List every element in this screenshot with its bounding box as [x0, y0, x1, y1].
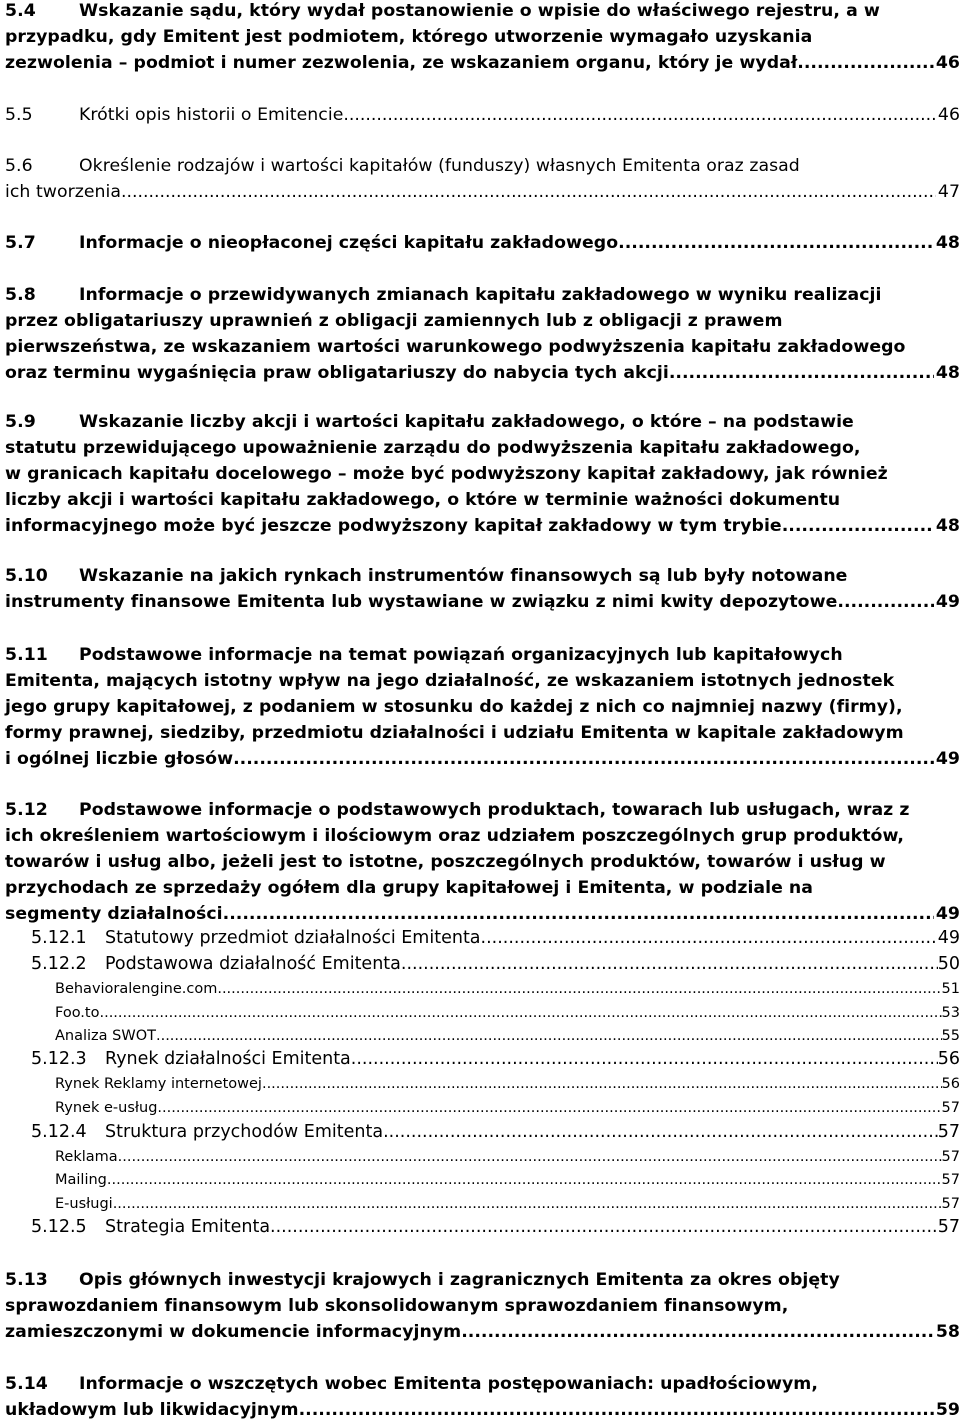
- toc-entry[interactable]: [55, 1169, 960, 1192]
- toc-entry-line: [5, 590, 960, 616]
- toc-entry[interactable]: [5, 643, 960, 773]
- toc-entry-title: oraz terminu wygaśnięcia praw obligatariuszy do nabycia tych akcji: [5, 362, 669, 383]
- dot-leader: [782, 514, 934, 540]
- toc-entry-title: Opis głównych inwestycji krajowych i zagranicznych Emitenta za okres objęty: [79, 1270, 840, 1290]
- toc-entry-line: [55, 978, 960, 1001]
- toc-page-number: 53: [941, 1005, 960, 1021]
- toc-page-number: 46: [937, 105, 960, 125]
- toc-entry-line: [5, 51, 960, 77]
- toc-entry-line: [5, 1294, 960, 1320]
- toc-entry-line: [5, 695, 960, 721]
- toc-page-number: 55: [941, 1028, 960, 1044]
- toc-entry-title: Statutowy przedmiot działalności Emitenta: [105, 928, 481, 948]
- toc-entry-line: [5, 747, 960, 773]
- toc-entry-title: Mailing: [55, 1172, 107, 1188]
- toc-entry-number: 5.11: [5, 645, 48, 665]
- dot-leader: [121, 180, 936, 206]
- toc-entry-line: [5, 643, 960, 669]
- toc-entry-line: [55, 1169, 960, 1192]
- toc-entry-number: 5.4: [5, 1, 36, 21]
- toc-entry-line: [5, 25, 960, 51]
- toc-entry-title: Foo.to: [55, 1005, 100, 1021]
- toc-page-number: 49: [935, 591, 960, 612]
- toc-entry-number: 5.13: [5, 1270, 48, 1290]
- dot-leader: [461, 1320, 934, 1346]
- toc-entry[interactable]: [5, 0, 960, 77]
- toc-entry-line: [5, 0, 960, 25]
- toc-entry-line: [55, 1025, 960, 1048]
- toc-entry-line: [5, 1398, 960, 1424]
- toc-entry-title: sprawozdaniem finansowym lub skonsolidowanym sprawozdaniem finansowym,: [5, 1295, 789, 1316]
- toc-entry-title: ich tworzenia: [5, 181, 122, 202]
- toc-entry-line: [31, 953, 960, 976]
- toc-entry-line: [55, 1002, 960, 1025]
- toc-page-number: 49: [935, 748, 960, 769]
- toc-entry-line: [5, 309, 960, 335]
- toc-entry-line: [5, 1320, 960, 1346]
- toc-entry-title: Struktura przychodów Emitenta: [105, 1122, 384, 1142]
- toc-entry-title: układowym lub likwidacyjnym: [5, 1399, 299, 1420]
- toc-entry[interactable]: [31, 953, 960, 976]
- dot-leader: [262, 1073, 942, 1096]
- toc-page-number: 58: [935, 1321, 960, 1342]
- toc-page-number: 47: [937, 181, 960, 202]
- toc-entry-title: pierwszeństwa, ze wskazaniem wartości warunkowego podwyższenia kapitału zakładowego: [5, 336, 906, 357]
- toc-page-number: 46: [935, 52, 960, 73]
- toc-page-number: 57: [941, 1100, 960, 1116]
- toc-entry[interactable]: [5, 410, 960, 540]
- toc-entry-number: 5.6: [5, 156, 33, 176]
- toc-entry-number: 5.12.5: [31, 1217, 87, 1237]
- toc-page-number: 57: [941, 1149, 960, 1165]
- toc-entry[interactable]: [31, 927, 960, 950]
- toc-entry-title: Informacje o wszczętych wobec Emitenta postępowaniach: upadłościowym,: [79, 1374, 818, 1394]
- toc-entry-line: [31, 927, 960, 950]
- toc-entry-line: [5, 283, 960, 309]
- toc-entry[interactable]: [55, 1193, 960, 1216]
- dot-leader: [797, 51, 934, 77]
- toc-entry-title: Informacje o przewidywanych zmianach kapitału zakładowego w wyniku realizacji: [79, 285, 882, 305]
- toc-entry-title: jego grupy kapitałowej, z podaniem w stosunku do każdej z nich co najmniej nazwy (firmy),: [5, 696, 903, 717]
- dot-leader: [383, 1121, 938, 1144]
- toc-entry-title: Rynek e-usług: [55, 1100, 158, 1116]
- toc-entry-title: formy prawnej, siedziby, przedmiotu działalności i udziału Emitenta w kapitale zakładowym: [5, 722, 904, 743]
- toc-entry-title: zamieszczonymi w dokumencie informacyjnym: [5, 1321, 462, 1342]
- dot-leader: [270, 1216, 938, 1239]
- toc-entry-title: przez obligatariuszy uprawnień z obligacji zamiennych lub z obligacji z prawem: [5, 310, 783, 331]
- toc-page-number: 57: [941, 1172, 960, 1188]
- toc-entry-title: Behavioralengine.com: [55, 981, 218, 997]
- toc-entry[interactable]: [55, 1025, 960, 1048]
- toc-entry-line: [5, 335, 960, 361]
- toc-entry[interactable]: [55, 1002, 960, 1025]
- toc-entry-line: [5, 488, 960, 514]
- toc-entry-title: Podstawowe informacje o podstawowych produktach, towarach lub usługach, wraz z: [79, 800, 910, 820]
- dot-leader: [118, 1146, 942, 1169]
- toc-entry-title: Wskazanie liczby akcji i wartości kapitału zakładowego, o które – na podstawie: [79, 412, 854, 432]
- toc-entry-line: [55, 1073, 960, 1096]
- toc-entry-number: 5.7: [5, 233, 36, 253]
- toc-entry-title: E-usługi: [55, 1196, 113, 1212]
- toc-entry-line: [5, 564, 960, 590]
- toc-entry-title: towarów i usług albo, jeżeli jest to istotne, poszczególnych produktów, towarów i usług w: [5, 851, 886, 872]
- toc-entry-title: statutu przewidującego upoważnienie zarządu do podwyższenia kapitału zakładowego,: [5, 437, 861, 458]
- dot-leader: [156, 1025, 942, 1048]
- toc-page-number: 48: [935, 233, 960, 253]
- toc-entry-title: przypadku, gdy Emitent jest podmiotem, którego utworzenie wymagało uzyskania: [5, 26, 813, 47]
- toc-entry-number: 5.9: [5, 412, 36, 432]
- toc-entry-line: [5, 876, 960, 902]
- toc-entry-title: ich określeniem wartościowym i ilościowym oraz udziałem poszczególnych grup produktów,: [5, 825, 904, 846]
- toc-entry-line: [31, 1121, 960, 1144]
- toc-entry-title: zezwolenia – podmiot i numer zezwolenia, ze wskazaniem organu, który je wydał: [5, 52, 798, 73]
- toc-entry[interactable]: [5, 231, 960, 257]
- toc-entry-title: Podstawowe informacje na temat powiązań organizacyjnych lub kapitałowych: [79, 645, 843, 665]
- toc-entry[interactable]: [5, 1372, 960, 1424]
- toc-entry-title: Rynek działalności Emitenta: [105, 1049, 351, 1069]
- toc-entry-title: Podstawowa działalność Emitenta: [105, 954, 401, 974]
- toc-entry-line: [5, 514, 960, 540]
- toc-entry-title: Krótki opis historii o Emitencie: [79, 105, 344, 125]
- toc-entry-line: [5, 180, 960, 206]
- dot-leader: [113, 1193, 942, 1216]
- toc-page-number: 49: [937, 928, 960, 948]
- dot-leader: [223, 902, 934, 928]
- toc-entry-line: [5, 824, 960, 850]
- toc-entry-number: 5.12: [5, 800, 48, 820]
- dot-leader: [837, 590, 933, 616]
- dot-leader: [343, 103, 936, 129]
- toc-entry-line: [5, 410, 960, 436]
- toc-entry-line: [31, 1048, 960, 1071]
- dot-leader: [217, 978, 941, 1001]
- toc-entry-title: Strategia Emitenta: [105, 1217, 271, 1237]
- toc-entry-title: i ogólnej liczbie głosów: [5, 748, 234, 769]
- toc-entry[interactable]: [55, 978, 960, 1001]
- dot-leader: [99, 1002, 941, 1025]
- toc-entry-line: [5, 902, 960, 928]
- toc-entry[interactable]: [5, 103, 960, 129]
- dot-leader: [401, 953, 938, 976]
- toc-page-number: 59: [935, 1399, 960, 1420]
- toc-entry-number: 5.14: [5, 1374, 48, 1394]
- toc-page-number: 57: [937, 1122, 960, 1142]
- toc-entry-line: [5, 1372, 960, 1398]
- toc-entry[interactable]: [31, 1216, 960, 1239]
- toc-entry-line: [5, 436, 960, 462]
- toc-entry-title: informacyjnego może być jeszcze podwyższony kapitał zakładowy w tym trybie: [5, 515, 782, 536]
- toc-entry-line: [5, 850, 960, 876]
- toc-entry-title: Informacje o nieopłaconej części kapitału zakładowego: [79, 233, 619, 253]
- toc-entry-number: 5.12.4: [31, 1122, 87, 1142]
- toc-page-number: 51: [941, 981, 960, 997]
- toc-entry-line: [5, 798, 960, 824]
- toc-entry-line: [55, 1193, 960, 1216]
- toc-entry-line: [55, 1146, 960, 1169]
- toc-page-number: 57: [941, 1196, 960, 1212]
- toc-entry-line: [5, 721, 960, 747]
- toc-entry[interactable]: [5, 154, 960, 206]
- toc-entry[interactable]: [55, 1146, 960, 1169]
- dot-leader: [107, 1169, 942, 1192]
- toc-entry-title: Wskazanie na jakich rynkach instrumentów finansowych są lub były notowane: [79, 566, 848, 586]
- toc-entry-line: [55, 1097, 960, 1120]
- toc-page-number: 56: [941, 1076, 960, 1092]
- dot-leader: [669, 361, 934, 387]
- toc-entry[interactable]: [5, 564, 960, 616]
- toc-entry[interactable]: [31, 1121, 960, 1144]
- toc-entry-title: Emitenta, mających istotny wpływ na jego działalność, ze wskazaniem istotnych jednostek: [5, 670, 895, 691]
- toc-entry[interactable]: [5, 798, 960, 928]
- toc-entry-title: Rynek Reklamy internetowej: [55, 1076, 262, 1092]
- toc-entry-number: 5.5: [5, 105, 33, 125]
- toc-entry[interactable]: [55, 1073, 960, 1096]
- toc-entry-title: Określenie rodzajów i wartości kapitałów (funduszy) własnych Emitenta oraz zasad: [79, 156, 800, 176]
- toc-entry[interactable]: [5, 1268, 960, 1346]
- toc-entry-title: Analiza SWOT: [55, 1028, 156, 1044]
- toc-entry-line: [5, 1268, 960, 1294]
- dot-leader: [299, 1398, 934, 1424]
- dot-leader: [351, 1048, 938, 1071]
- toc-page-number: 57: [937, 1217, 960, 1237]
- toc-entry-title: w granicach kapitału docelowego – może być podwyższony kapitał zakładowy, jak również: [5, 463, 888, 484]
- toc-page-number: 48: [935, 362, 960, 383]
- toc-entry[interactable]: [31, 1048, 960, 1071]
- toc-entry-line: [5, 669, 960, 695]
- toc-entry-line: [5, 154, 960, 180]
- dot-leader: [618, 231, 934, 257]
- dot-leader: [233, 747, 934, 773]
- toc-entry-number: 5.12.2: [31, 954, 87, 974]
- toc-entry-title: segmenty działalności: [5, 903, 223, 924]
- toc-entry-title: Wskazanie sądu, który wydał postanowienie o wpisie do właściwego rejestru, a w: [79, 1, 880, 21]
- toc-entry-title: liczby akcji i wartości kapitału zakładowego, o które w terminie ważności dokumentu: [5, 489, 841, 510]
- toc-entry-line: [5, 103, 960, 129]
- toc-page-number: 56: [937, 1049, 960, 1069]
- toc-entry-number: 5.12.3: [31, 1049, 87, 1069]
- toc-page-number: 49: [935, 903, 960, 924]
- toc-entry-line: [5, 231, 960, 257]
- toc-entry-line: [31, 1216, 960, 1239]
- dot-leader: [157, 1097, 941, 1120]
- toc-entry-title: instrumenty finansowe Emitenta lub wystawiane w związku z nimi kwity depozytowe: [5, 591, 838, 612]
- toc-entry[interactable]: [5, 283, 960, 387]
- toc-entry-title: Reklama: [55, 1149, 118, 1165]
- toc-entry-number: 5.12.1: [31, 928, 87, 948]
- dot-leader: [481, 927, 938, 950]
- toc-page-number: 50: [937, 954, 960, 974]
- toc-entry-number: 5.8: [5, 285, 36, 305]
- toc-page-number: 48: [935, 515, 960, 536]
- toc-entry-line: [5, 462, 960, 488]
- toc-entry-title: przychodach ze sprzedaży ogółem dla grupy kapitałowej i Emitenta, w podziale na: [5, 877, 813, 898]
- toc-entry-line: [5, 361, 960, 387]
- toc-entry-number: 5.10: [5, 566, 48, 586]
- toc-entry[interactable]: [55, 1097, 960, 1120]
